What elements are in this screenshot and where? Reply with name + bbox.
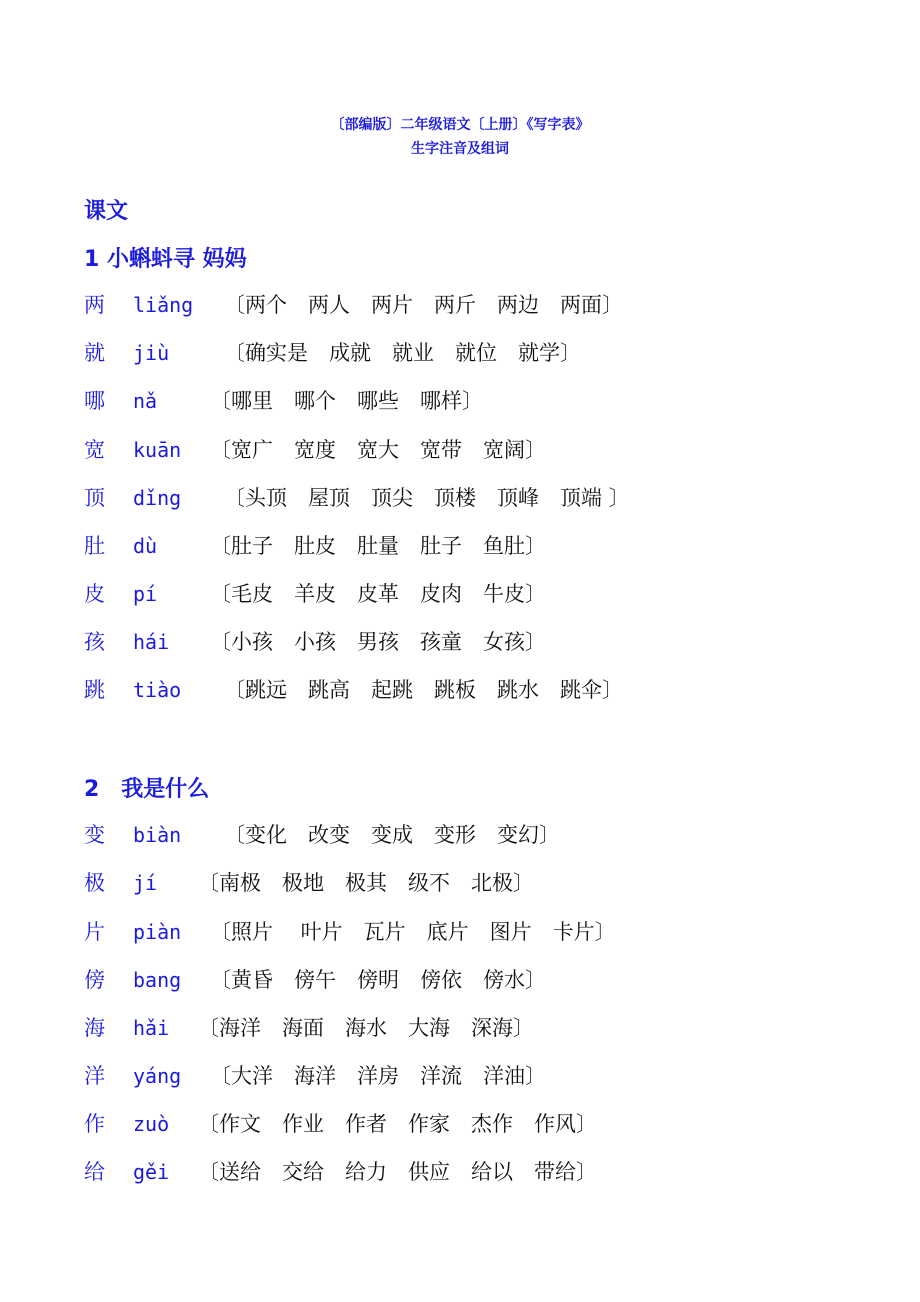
entry-char: 两 <box>84 293 105 317</box>
entry-char: 海 <box>84 1016 105 1040</box>
entry-words: 〔照片 叶片 瓦片 底片 图片 卡片〕 <box>210 920 616 944</box>
entry-char: 肚 <box>84 534 105 558</box>
entry-pinyin: hǎi <box>133 1016 170 1040</box>
entry-char: 极 <box>84 871 105 895</box>
entry-words: 〔作文 作业 作者 作家 杰作 作风〕 <box>198 1112 597 1136</box>
entry-words: 〔跳远 跳高 起跳 跳板 跳水 跳伞〕 <box>224 678 623 702</box>
entry-char: 作 <box>84 1112 105 1136</box>
entry-pinyin: jí <box>133 871 158 895</box>
lesson-heading-1: 1 小蝌蚪寻 妈妈 <box>84 247 247 272</box>
document-subtitle: 生字注音及组词 <box>411 141 509 157</box>
lesson-heading-2: 2 我是什么 <box>84 777 210 802</box>
entry-pinyin: gěi <box>133 1160 170 1184</box>
entry-pinyin: liǎng <box>133 293 194 317</box>
entry-pinyin: dù <box>133 534 158 558</box>
entry-char: 变 <box>84 823 105 847</box>
entry-pinyin: pí <box>133 582 158 606</box>
entry-words: 〔小孩 小孩 男孩 孩童 女孩〕 <box>210 630 546 654</box>
entry-char: 傍 <box>84 968 105 992</box>
entry-pinyin: bang <box>133 968 182 992</box>
entry-pinyin: hái <box>133 630 170 654</box>
entry-pinyin: yáng <box>133 1064 182 1088</box>
entry-words: 〔两个 两人 两片 两斤 两边 两面〕 <box>224 293 623 317</box>
entry-pinyin: nǎ <box>133 389 158 413</box>
entry-pinyin: tiào <box>133 678 182 702</box>
entry-pinyin: jiù <box>133 341 170 365</box>
entry-words: 〔头顶 屋顶 顶尖 顶楼 顶峰 顶端 〕 <box>224 486 630 510</box>
entry-char: 孩 <box>84 630 105 654</box>
entry-words: 〔大洋 海洋 洋房 洋流 洋油〕 <box>210 1064 546 1088</box>
entry-words: 〔送给 交给 给力 供应 给以 带给〕 <box>198 1160 597 1184</box>
entry-words: 〔南极 极地 极其 级不 北极〕 <box>198 871 534 895</box>
entry-words: 〔黄昏 傍午 傍明 傍依 傍水〕 <box>210 968 546 992</box>
section-label: 课文 <box>84 199 129 224</box>
entry-char: 洋 <box>84 1064 105 1088</box>
entry-char: 就 <box>84 341 105 365</box>
entry-char: 哪 <box>84 389 105 413</box>
entry-pinyin: zuò <box>133 1112 170 1136</box>
entry-pinyin: biàn <box>133 823 182 847</box>
entry-char: 皮 <box>84 582 105 606</box>
entry-char: 宽 <box>84 438 105 462</box>
entry-words: 〔海洋 海面 海水 大海 深海〕 <box>198 1016 534 1040</box>
entry-char: 片 <box>84 920 105 944</box>
entry-words: 〔宽广 宽度 宽大 宽带 宽阔〕 <box>210 438 546 462</box>
entry-pinyin: dǐng <box>133 486 182 510</box>
document-title: 〔部编版〕二年级语文〔上册〕《写字表》 <box>330 117 590 133</box>
entry-char: 给 <box>84 1160 105 1184</box>
entry-char: 跳 <box>84 678 105 702</box>
entry-pinyin: piàn <box>133 920 182 944</box>
entry-words: 〔肚子 肚皮 肚量 肚子 鱼肚〕 <box>210 534 546 558</box>
entry-char: 顶 <box>84 486 105 510</box>
entry-words: 〔确实是 成就 就业 就位 就学〕 <box>224 341 581 365</box>
entry-pinyin: kuān <box>133 438 182 462</box>
entry-words: 〔变化 改变 变成 变形 变幻〕 <box>224 823 560 847</box>
entry-words: 〔毛皮 羊皮 皮革 皮肉 牛皮〕 <box>210 582 546 606</box>
entry-words: 〔哪里 哪个 哪些 哪样〕 <box>210 389 483 413</box>
